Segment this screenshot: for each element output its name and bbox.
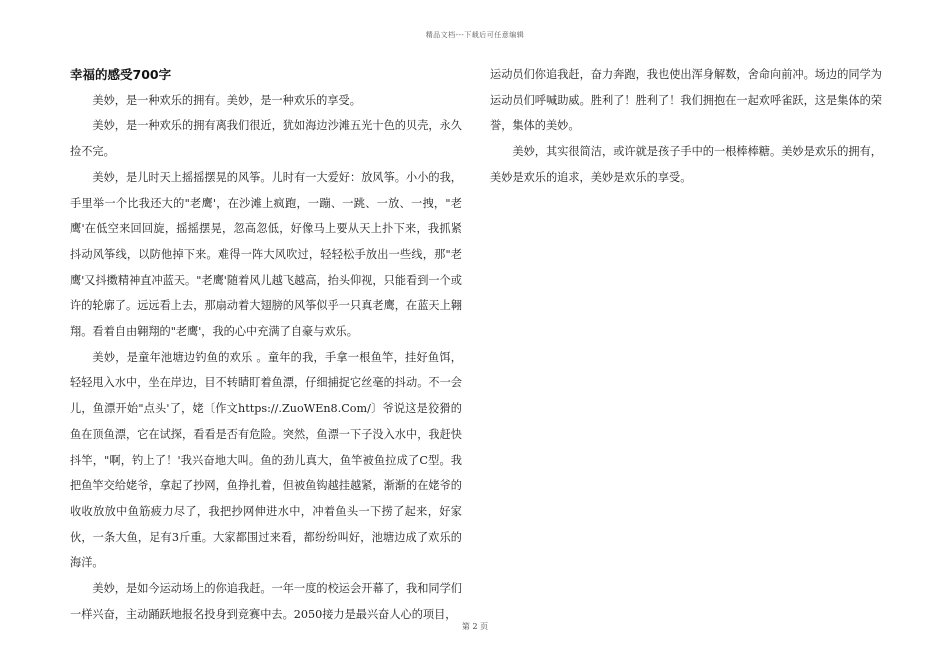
document-title: 幸福的感受700字 [70, 67, 172, 82]
paragraph-5: 美妙，是如今运动场上的你追我赶。一年一度的校运会开幕了，我和同学们一样兴奋，主动踊跃地报名投身到竞赛中去。2050接力是最兴奋人心的项目， [70, 582, 462, 621]
paragraph-3: 美妙，是儿时天上摇摇摆晃的风筝。儿时有一大爱好：放风筝。小小的我，手里举一个比我还大的"老鹰'，在沙滩上疯跑，一蹦、一跳、一放、一拽，"老鹰'在低空来回回旋，摇摇摆晃，忽高忽低，好像马上要从天上扑下来，我抓紧抖动风筝线，以防他掉下来。难得一阵大风吹过，轻轻松手放出一些线，那"老鹰'又抖擞精神直冲蓝天。"老鹰'随着风儿越飞越高，抬头仰视，只能看到一个或许的轮廓了。远远看上去，那扇动着大翅膀的风筝似乎一只真老鹰，在蓝天上翱翔。看着自由翱翔的"老鹰'，我的心中充满了自豪与欢乐。 [70, 170, 462, 339]
paragraph-2: 美妙，是一种欢乐的拥有离我们很近，犹如海边沙滩五光十色的贝壳，永久捡不完。 [70, 119, 462, 159]
paragraph-4: 美妙，是童年池塘边钓鱼的欢乐 。童年的我，手拿一根鱼竿，挂好鱼饵，轻轻甩入水中，坐在岸边，目不转睛盯着鱼漂，仔细捕捉它丝毫的抖动。不一会儿，鱼漂开始"点头'了，姥〔作文https://.ZuoWEn8.Com/〕爷说这是狡猾的鱼在顶鱼漂，它在试探，看看是否有危险。突然，鱼漂一下子没入水中，我赶快抖竿，"啊，钓上了！'我兴奋地大叫。鱼的劲儿真大，鱼竿被鱼拉成了C型。我把鱼竿交给姥爷，拿起了抄网，鱼挣扎着，但被鱼钩越挂越紧，渐渐的在姥爷的收收放放中鱼筋疲力尽了，我把抄网伸进水中，冲着鱼头一下捞了起来，好家伙，一条大鱼，足有3斤重。大家都围过来看，都纷纷叫好，池塘边成了欢乐的海洋。 [70, 350, 462, 570]
paragraph-6: 美妙，其实很简洁，或许就是孩子手中的一根棒棒糖。美妙是欢乐的拥有，美妙是欢乐的追求，美妙是欢乐的享受。 [490, 145, 882, 184]
paragraph-1: 美妙，是一种欢乐的拥有。美妙，是一种欢乐的享受。 [92, 93, 361, 107]
page-header: 精品文档---下载后可任意编辑 [425, 31, 525, 39]
page-number: 第 2 页 [461, 622, 489, 631]
paragraph-5-continuation: 运动员们你追我赶，奋力奔跑，我也使出浑身解数，舍命向前冲。场边的同学为运动员们呼喊助威。胜利了！胜利了！我们拥抱在一起欢呼雀跃，这是集体的荣誉，集体的美妙。 [490, 68, 882, 133]
left-column [70, 62, 462, 627]
right-column [490, 62, 882, 191]
